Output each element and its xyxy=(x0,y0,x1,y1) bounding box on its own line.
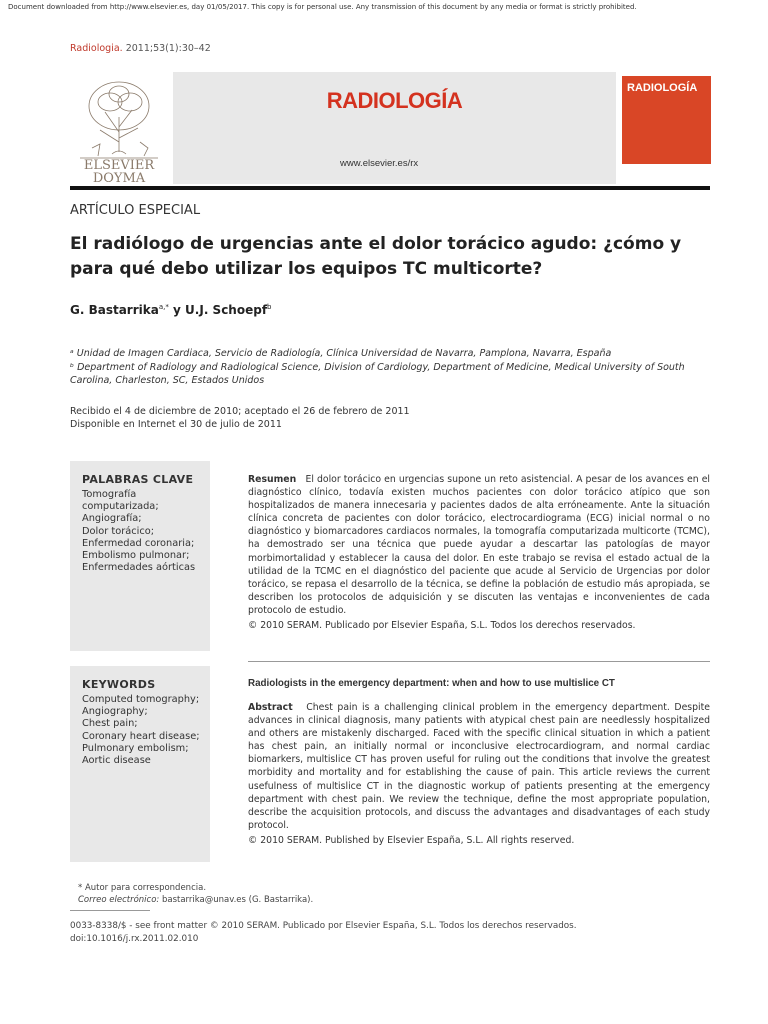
keywords-es-box xyxy=(70,461,210,651)
abstract-en-title: Radiologists in the emergency department: when and how to use multislice CT xyxy=(248,678,615,689)
keyword-item: Tomografía computarizada; xyxy=(82,489,159,513)
keyword-item: Pulmonary embolism; xyxy=(82,742,189,754)
keyword-item: Chest pain; xyxy=(82,718,138,730)
author-1: G. Bastarrika xyxy=(70,303,159,317)
author-2: U.J. Schoepf xyxy=(185,303,268,317)
abstract-en xyxy=(248,701,710,847)
footnote-line-2 xyxy=(78,894,313,906)
cover-bottom-strip xyxy=(622,164,711,180)
abstract-divider xyxy=(248,661,710,662)
keywords-en-box xyxy=(70,666,210,862)
abstract-en-label: Abstract xyxy=(248,702,293,713)
keyword-item: Angiography; xyxy=(82,706,148,718)
abstract-es-copyright: © 2010 SERAM. Publicado por Elsevier España, S.L. Todos los derechos reservados. xyxy=(248,620,636,632)
author-1-affil: a,* xyxy=(158,303,169,311)
received-date: Recibido el 4 de diciembre de 2010; aceptado el 26 de febrero de 2011 xyxy=(70,406,410,417)
download-notice: Document downloaded from http://www.elsevier.es, day 01/05/2017. This copy is for personal use. Any transmission of this document by any media or format is strictly prohibited. xyxy=(8,3,637,11)
elsevier-tree-icon xyxy=(70,72,168,184)
elsevier-doyma-logo xyxy=(70,72,168,184)
keywords-es-list xyxy=(82,489,208,574)
section-type: ARTÍCULO ESPECIAL xyxy=(70,203,201,218)
keyword-item: Dolor torácico; xyxy=(82,525,155,537)
affiliation-b: ᵇ Department of Radiology and Radiological Science, Division of Cardiology, Department of Medicine, Medical University of South Carolina, Charleston, SC, Estados Unidos xyxy=(70,361,685,386)
authors xyxy=(70,303,272,317)
article-title: El radiólogo de urgencias ante el dolor torácico agudo: ¿cómo y para qué debo utilizar los equipos TC multicorte? xyxy=(70,234,682,279)
keywords-es-heading: PALABRAS CLAVE xyxy=(82,473,194,486)
doi-line[interactable]: doi:10.1016/j.rx.2011.02.010 xyxy=(70,934,199,944)
footnote-author: (G. Bastarrika). xyxy=(248,895,314,905)
correspondence-footnote xyxy=(78,882,313,906)
journal-citation xyxy=(70,43,211,54)
abstract-en-text: Chest pain is a challenging clinical problem in the emergency department. Despite advances in clinical diagnosis, many patients with atypical chest pain are needlessly hospitalized and others are mistakenly discharged. Faced with the specific clinical situation in which a patient has chest pain, an initially normal or inconclusive electrocardiogram, and normal cardiac biomarkers, multislice CT has proven useful for ruling out the conditions that involve the greatest morbidity and mortality and for establishing the cause of pain. This article reviews the current usefulness of multislice CT in the diagnostic workup of patients presenting at the emergency department with chest pain. We review the technique, define the most appropriate population, describe the acquisition protocols, and discuss the advantages and disadvantages of each study protocol. xyxy=(248,702,710,831)
footnote-line-1: * Autor para correspondencia. xyxy=(78,883,207,893)
journal-url[interactable]: www.elsevier.es/rx xyxy=(340,158,419,169)
keyword-item: Aortic disease xyxy=(82,755,151,767)
journal-cover-thumbnail xyxy=(622,76,711,180)
footnote-email-label: Correo electrónico: xyxy=(78,895,160,905)
keyword-item: Enfermedad coronaria; xyxy=(82,537,195,549)
footnote-rule xyxy=(70,910,150,911)
affiliation-a: ᵃ Unidad de Imagen Cardiaca, Servicio de Radiología, Clínica Universidad de Navarra, Pamplona, Navarra, España xyxy=(70,348,612,359)
keyword-item: Computed tomography; xyxy=(82,694,200,705)
keyword-item: Angiografía; xyxy=(82,513,142,525)
affiliations xyxy=(70,347,715,388)
keyword-item: Coronary heart disease; xyxy=(82,730,200,742)
online-date: Disponible en Internet el 30 de julio de 2011 xyxy=(70,419,282,430)
author-2-affil: b xyxy=(267,303,272,311)
journal-title: RADIOLOGÍA xyxy=(326,88,463,113)
abstract-en-copyright: © 2010 SERAM. Published by Elsevier España, S.L. All rights reserved. xyxy=(248,834,575,846)
keywords-en-list xyxy=(82,694,208,767)
abstract-es xyxy=(248,473,710,632)
cover-title: RADIOLOGÍA xyxy=(627,82,698,94)
article-dates xyxy=(70,405,410,431)
abstract-es-text: El dolor torácico en urgencias supone un reto asistencial. A pesar de los avances en el diagnóstico clínico, todavía existen muchos pacientes con dolor torácico atípico que son hospitalizados de manera innecesaria y pacientes dados de alta erróneamente. Ante la situación clínica concreta de pacientes con dolor torácico, electrocardiograma (ECG) inicial normal o no diagnóstico y biomarcadores cardiacos normales, la tomografía computarizada multicorte (TCMC), ha demostrado ser una técnica que puede ayudar a descartar las patologías de mayor morbimortalidad y establecer la causa del dolor. En este trabajo se revisa el estado actual de la utilidad de la TCMC en el diagnóstico del paciente que acude al Servicio de Urgencias por dolor torácico, se repasa el desarrollo de la técnica, se define la población de estudio más apropiada, se describen los protocolos de adquisición y se discuten las ventajas e inconvenientes de cada protocolo de estudio. xyxy=(248,474,710,616)
publication-info xyxy=(70,920,577,946)
abstract-es-label: Resumen xyxy=(248,474,297,485)
logo-text-line1: ELSEVIER xyxy=(83,158,155,173)
logo-text-line2: DOYMA xyxy=(92,171,146,184)
citation-journal[interactable]: Radiologia. xyxy=(70,43,123,54)
author-join: y xyxy=(168,303,186,317)
keywords-en-heading: KEYWORDS xyxy=(82,678,156,691)
issn-line: 0033-8338/$ - see front matter © 2010 SERAM. Publicado por Elsevier España, S.L. Todos los derechos reservados. xyxy=(70,921,577,931)
citation-details: 2011;53(1):30–42 xyxy=(125,43,211,54)
footnote-email[interactable]: bastarrika@unav.es xyxy=(161,895,246,905)
keyword-item: Embolismo pulmonar; xyxy=(82,550,190,562)
header-rule xyxy=(70,186,710,190)
keyword-item: Enfermedades aórticas xyxy=(82,562,196,574)
